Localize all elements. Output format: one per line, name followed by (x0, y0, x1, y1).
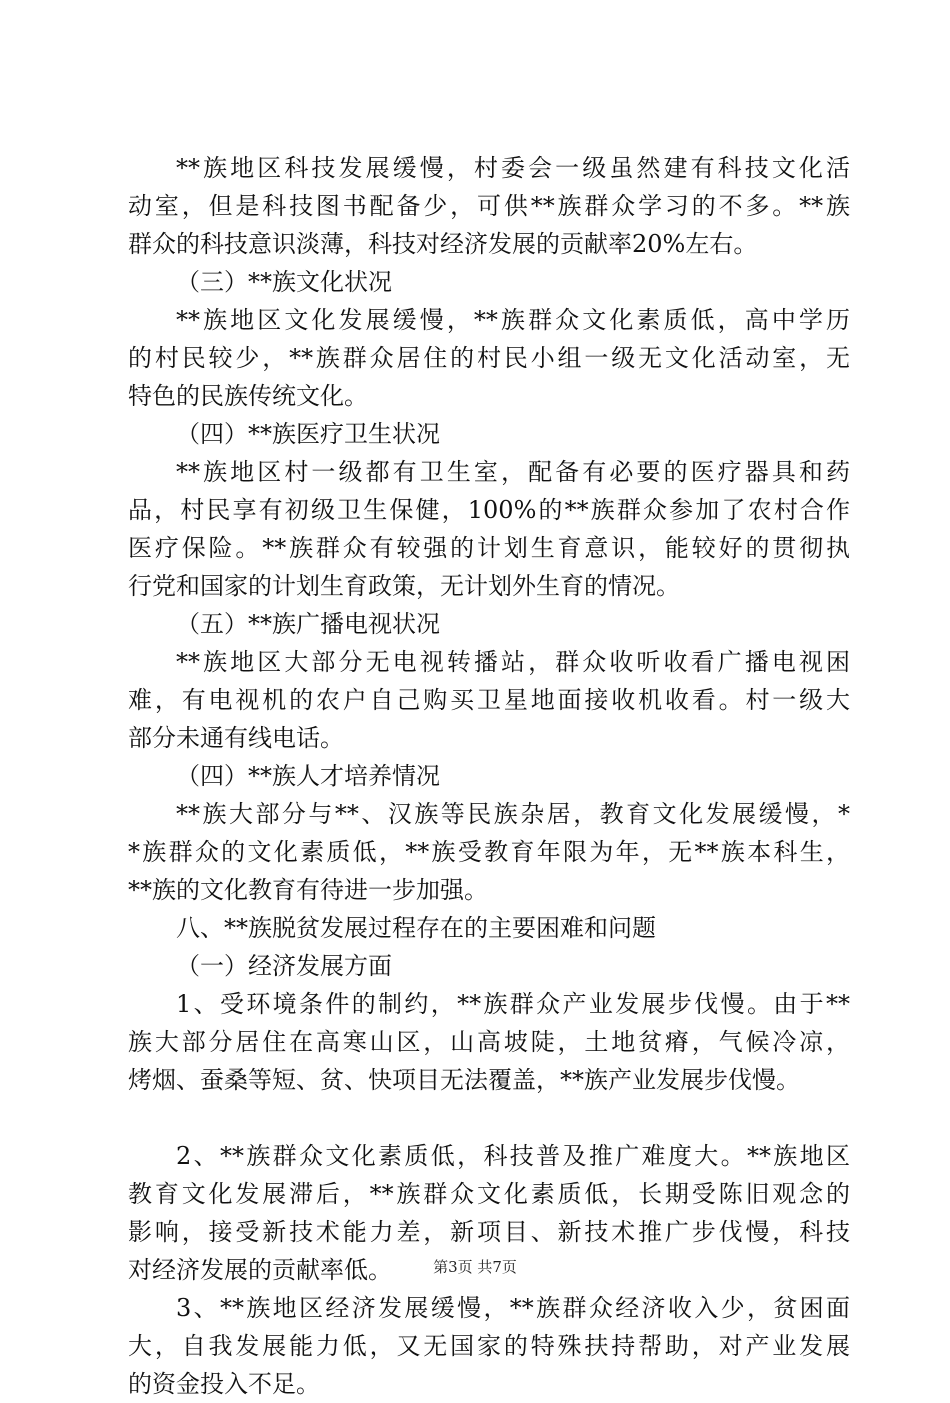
document-body (128, 149, 850, 1403)
section-heading (128, 757, 850, 795)
text-line: 族大部分居住在高寒山区，山高坡陡，土地贫瘠，气候冷凉， (128, 1028, 850, 1056)
text-line: 部分未通有线电话。 (128, 724, 344, 752)
text-line: 难，有电视机的农户自己购买卫星地面接收机收看。村一级大 (128, 686, 850, 714)
text-line: 的资金投入不足。 (128, 1370, 320, 1398)
section-heading (128, 947, 850, 985)
section-heading (128, 415, 850, 453)
paragraph (128, 795, 850, 909)
paragraph (128, 301, 850, 415)
text-line: （五）**族广播电视状况 (176, 610, 440, 638)
text-line: 医疗保险。**族群众有较强的计划生育意识，能较好的贯彻执 (128, 534, 850, 562)
section-heading (128, 263, 850, 301)
paragraph (128, 149, 850, 263)
text-line: **族地区村一级都有卫生室，配备有必要的医疗器具和药 (176, 458, 850, 486)
text-line: 动室，但是科技图书配备少，可供**族群众学习的不多。**族 (128, 192, 850, 220)
text-line: **族地区文化发展缓慢，**族群众文化素质低，高中学历 (176, 306, 850, 334)
section-heading (128, 605, 850, 643)
page-footer: 第3页 共7页 (433, 1258, 517, 1276)
text-line: （三）**族文化状况 (176, 268, 392, 296)
text-line: 3、**族地区经济发展缓慢，**族群众经济收入少，贫困面 (176, 1294, 850, 1322)
text-line: 2、**族群众文化素质低，科技普及推广难度大。**族地区 (176, 1142, 850, 1170)
text-line: 八、**族脱贫发展过程存在的主要困难和问题 (176, 914, 656, 942)
text-line: 大，自我发展能力低，又无国家的特殊扶持帮助，对产业发展 (128, 1332, 850, 1360)
text-line: 品，村民享有初级卫生保健，100%的**族群众参加了农村合作 (128, 496, 850, 524)
section-heading (128, 909, 850, 947)
text-line: 的村民较少，**族群众居住的村民小组一级无文化活动室，无 (128, 344, 850, 372)
text-line: 群众的科技意识淡薄，科技对经济发展的贡献率20%左右。 (128, 230, 758, 258)
text-line: 1、受环境条件的制约，**族群众产业发展步伐慢。由于** (176, 990, 850, 1018)
text-line: （一）经济发展方面 (176, 952, 392, 980)
text-line: 对经济发展的贡献率低。 (128, 1256, 392, 1284)
text-line: 教育文化发展滞后，**族群众文化素质低，长期受陈旧观念的 (128, 1180, 850, 1208)
text-line: 行党和国家的计划生育政策，无计划外生育的情况。 (128, 572, 680, 600)
text-line: **族地区科技发展缓慢，村委会一级虽然建有科技文化活 (176, 154, 850, 182)
text-line: 影响，接受新技术能力差，新项目、新技术推广步伐慢，科技 (128, 1218, 850, 1246)
text-line: *族群众的文化素质低，**族受教育年限为年，无**族本科生， (128, 838, 850, 866)
text-line: 烤烟、蚕桑等短、贫、快项目无法覆盖，**族产业发展步伐慢。 (128, 1066, 800, 1094)
text-line: **族的文化教育有待进一步加强。 (128, 876, 488, 904)
text-line: （四）**族人才培养情况 (176, 762, 440, 790)
paragraph (128, 1289, 850, 1403)
paragraph-gap (128, 1099, 850, 1137)
paragraph (128, 453, 850, 605)
text-line: **族地区大部分无电视转播站，群众收听收看广播电视困 (176, 648, 850, 676)
text-line: **族大部分与**、汉族等民族杂居，教育文化发展缓慢，* (176, 800, 850, 828)
text-line: 特色的民族传统文化。 (128, 382, 368, 410)
paragraph (128, 985, 850, 1099)
text-line: （四）**族医疗卫生状况 (176, 420, 440, 448)
paragraph (128, 643, 850, 757)
